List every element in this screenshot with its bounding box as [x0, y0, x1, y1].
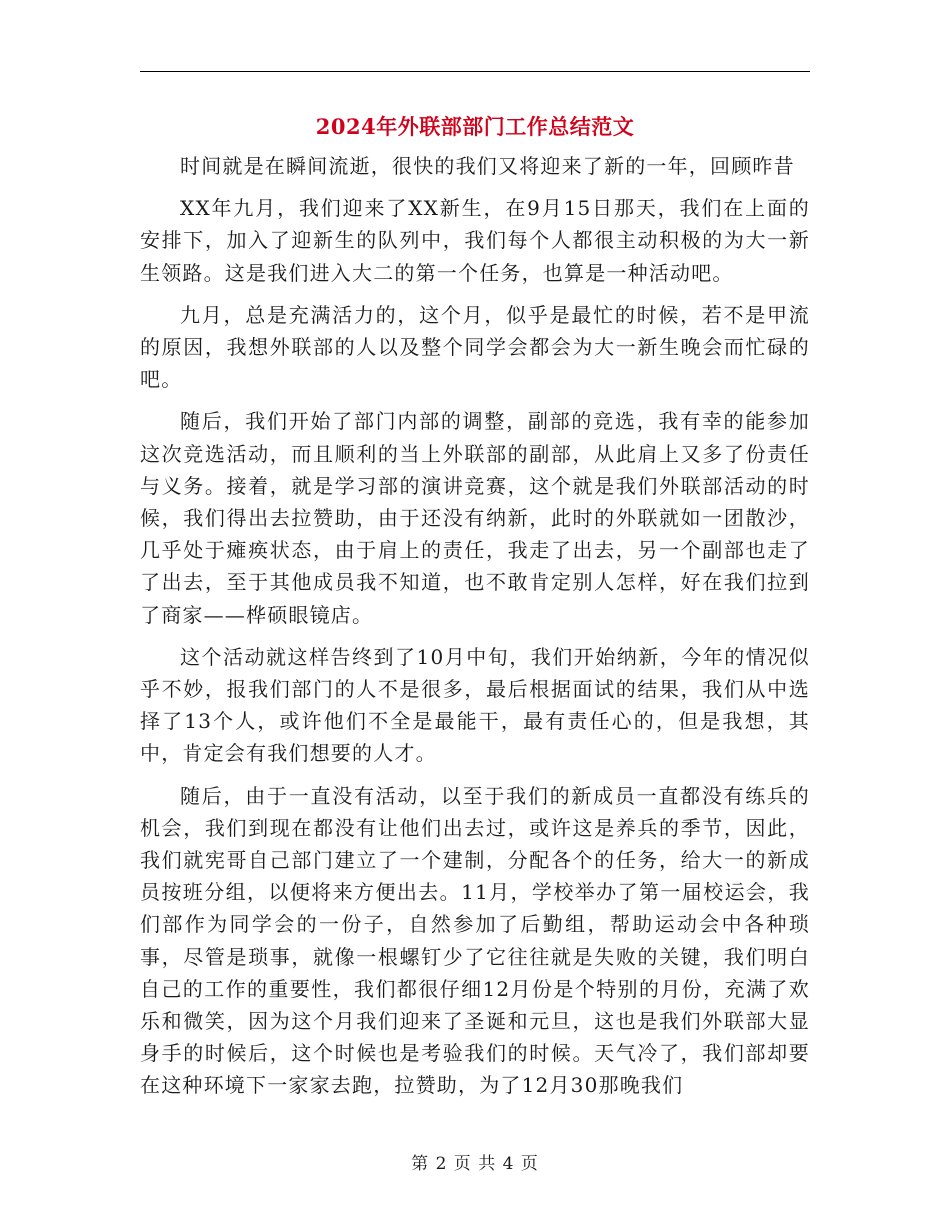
page-number-label: 第 2 页 共 4 页: [411, 1154, 539, 1174]
header-rule: [140, 71, 810, 72]
paragraph-3: 九月，总是充满活力的，这个月，似乎是最忙的时候，若不是甲流的原因，我想外联部的人以及整个同学会都会为大一新生晚会而忙碌的吧。: [140, 302, 810, 392]
paragraph-2: XX年九月，我们迎来了XX新生，在9月15日那天，我们在上面的安排下，加入了迎新生的队列中，我们每个人都很主动积极的为大一新生领路。这是我们进入大二的第一个任务，也算是一种活动吧。: [140, 196, 810, 285]
paragraph-6: 随后，由于一直没有活动，以至于我们的新成员一直都没有练兵的机会，我们到现在都没有让他们出去过，或许这是养兵的季节，因此，我们就宪哥自己部门建立了一个建制，分配各个的任务，给大一的新成员按班分组，以便将来方便出去。11月，学校举办了第一届校运会，我们部作为同学会的一份子，自然参加了后勤组，帮助运动会中各种琐事，尽管是琐事，就像一根螺钉少了它往往就是失败的关键，我们明白自己的工作的重要性，我们都很仔细12月份是个特别的月份，充满了欢乐和微笑，因为这个月我们迎来了圣诞和元旦，这也是我们外联部大显身手的时候后，这个时候也是考验我们的时候。天气冷了，我们部却要在这种环境下一家家去跑，拉赞助，为了12月30那晚我们: [140, 783, 810, 1098]
paragraph-5: 这个活动就这样告终到了10月中旬，我们开始纳新，今年的情况似乎不妙，报我们部门的人不是很多，最后根据面试的结果，我们从中选择了13个人，或许他们不全是最能干，最有责任心的，但是我想，其中，肯定会有我们想要的人才。: [140, 644, 810, 766]
document-body: [140, 150, 810, 1102]
paragraph-1: 时间就是在瞬间流逝，很快的我们又将迎来了新的一年，回顾昨昔: [180, 154, 795, 178]
page-number-footer: [0, 1152, 950, 1176]
paragraph-4: 随后，我们开始了部门内部的调整，副部的竞选，我有幸的能参加这次竞选活动，而且顺利的当上外联部的副部，从此肩上又多了份责任与义务。接着，就是学习部的演讲竞赛，这个就是我们外联部活动的时候，我们得出去拉赞助，由于还没有纳新，此时的外联就如一团散沙，几乎处于瘫痪状态，由于肩上的责任，我走了出去，另一个副部也走了了出去，至于其他成员我不知道，也不敢肯定别人怎样，好在我们拉到了商家——桦硕眼镜店。: [140, 409, 810, 627]
document-title: 2024年外联部部门工作总结范文: [315, 114, 635, 139]
